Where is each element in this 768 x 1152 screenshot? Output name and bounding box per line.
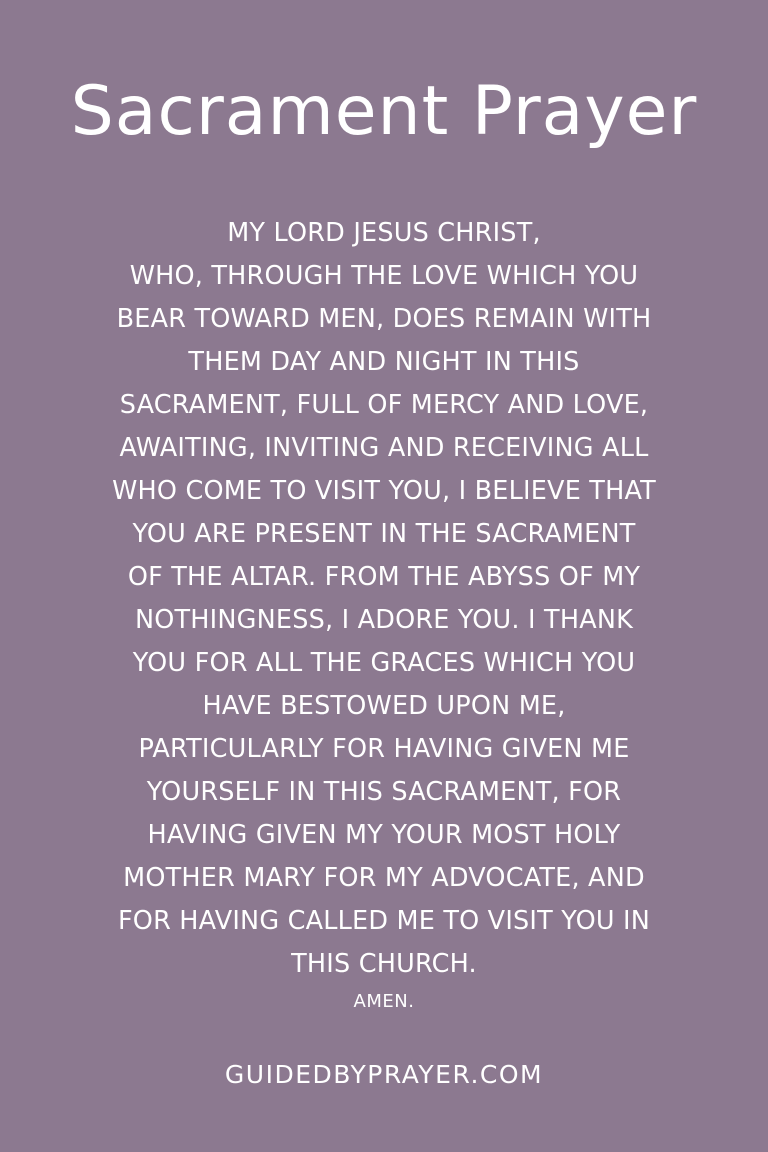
prayer-line: HAVE BESTOWED UPON ME, — [202, 691, 566, 721]
prayer-line: MY LORD JESUS CHRIST, — [227, 218, 541, 248]
prayer-line: HAVING GIVEN MY YOUR MOST HOLY — [147, 820, 621, 850]
prayer-line: THIS CHURCH. — [291, 949, 477, 979]
prayer-line: THEM DAY AND NIGHT IN THIS — [188, 347, 580, 377]
prayer-line: YOU ARE PRESENT IN THE SACRAMENT — [132, 519, 636, 549]
prayer-line: FOR HAVING CALLED ME TO VISIT YOU IN — [117, 906, 651, 936]
prayer-line: NOTHINGNESS, I ADORE YOU. I THANK — [134, 605, 634, 635]
website-footer: GUIDEDBYPRAYER.COM — [224, 1060, 544, 1089]
prayer-line: YOURSELF IN THIS SACRAMENT, FOR — [146, 777, 622, 807]
prayer-line: YOU FOR ALL THE GRACES WHICH YOU — [132, 648, 636, 678]
prayer-line: MOTHER MARY FOR MY ADVOCATE, AND — [123, 863, 645, 893]
page-title: Sacrament Prayer — [70, 72, 698, 151]
prayer-text — [34, 212, 734, 1016]
prayer-line: SACRAMENT, FULL OF MERCY AND LOVE, — [119, 390, 649, 420]
prayer-line: PARTICULARLY FOR HAVING GIVEN ME — [138, 734, 630, 764]
prayer-line: OF THE ALTAR. FROM THE ABYSS OF MY — [127, 562, 641, 592]
prayer-closing: AMEN. — [353, 991, 415, 1012]
prayer-line: WHO, THROUGH THE LOVE WHICH YOU — [129, 261, 639, 291]
prayer-line: WHO COME TO VISIT YOU, I BELIEVE THAT — [112, 476, 656, 506]
prayer-line: AWAITING, INVITING AND RECEIVING ALL — [119, 433, 649, 463]
prayer-line: BEAR TOWARD MEN, DOES REMAIN WITH — [116, 304, 652, 334]
